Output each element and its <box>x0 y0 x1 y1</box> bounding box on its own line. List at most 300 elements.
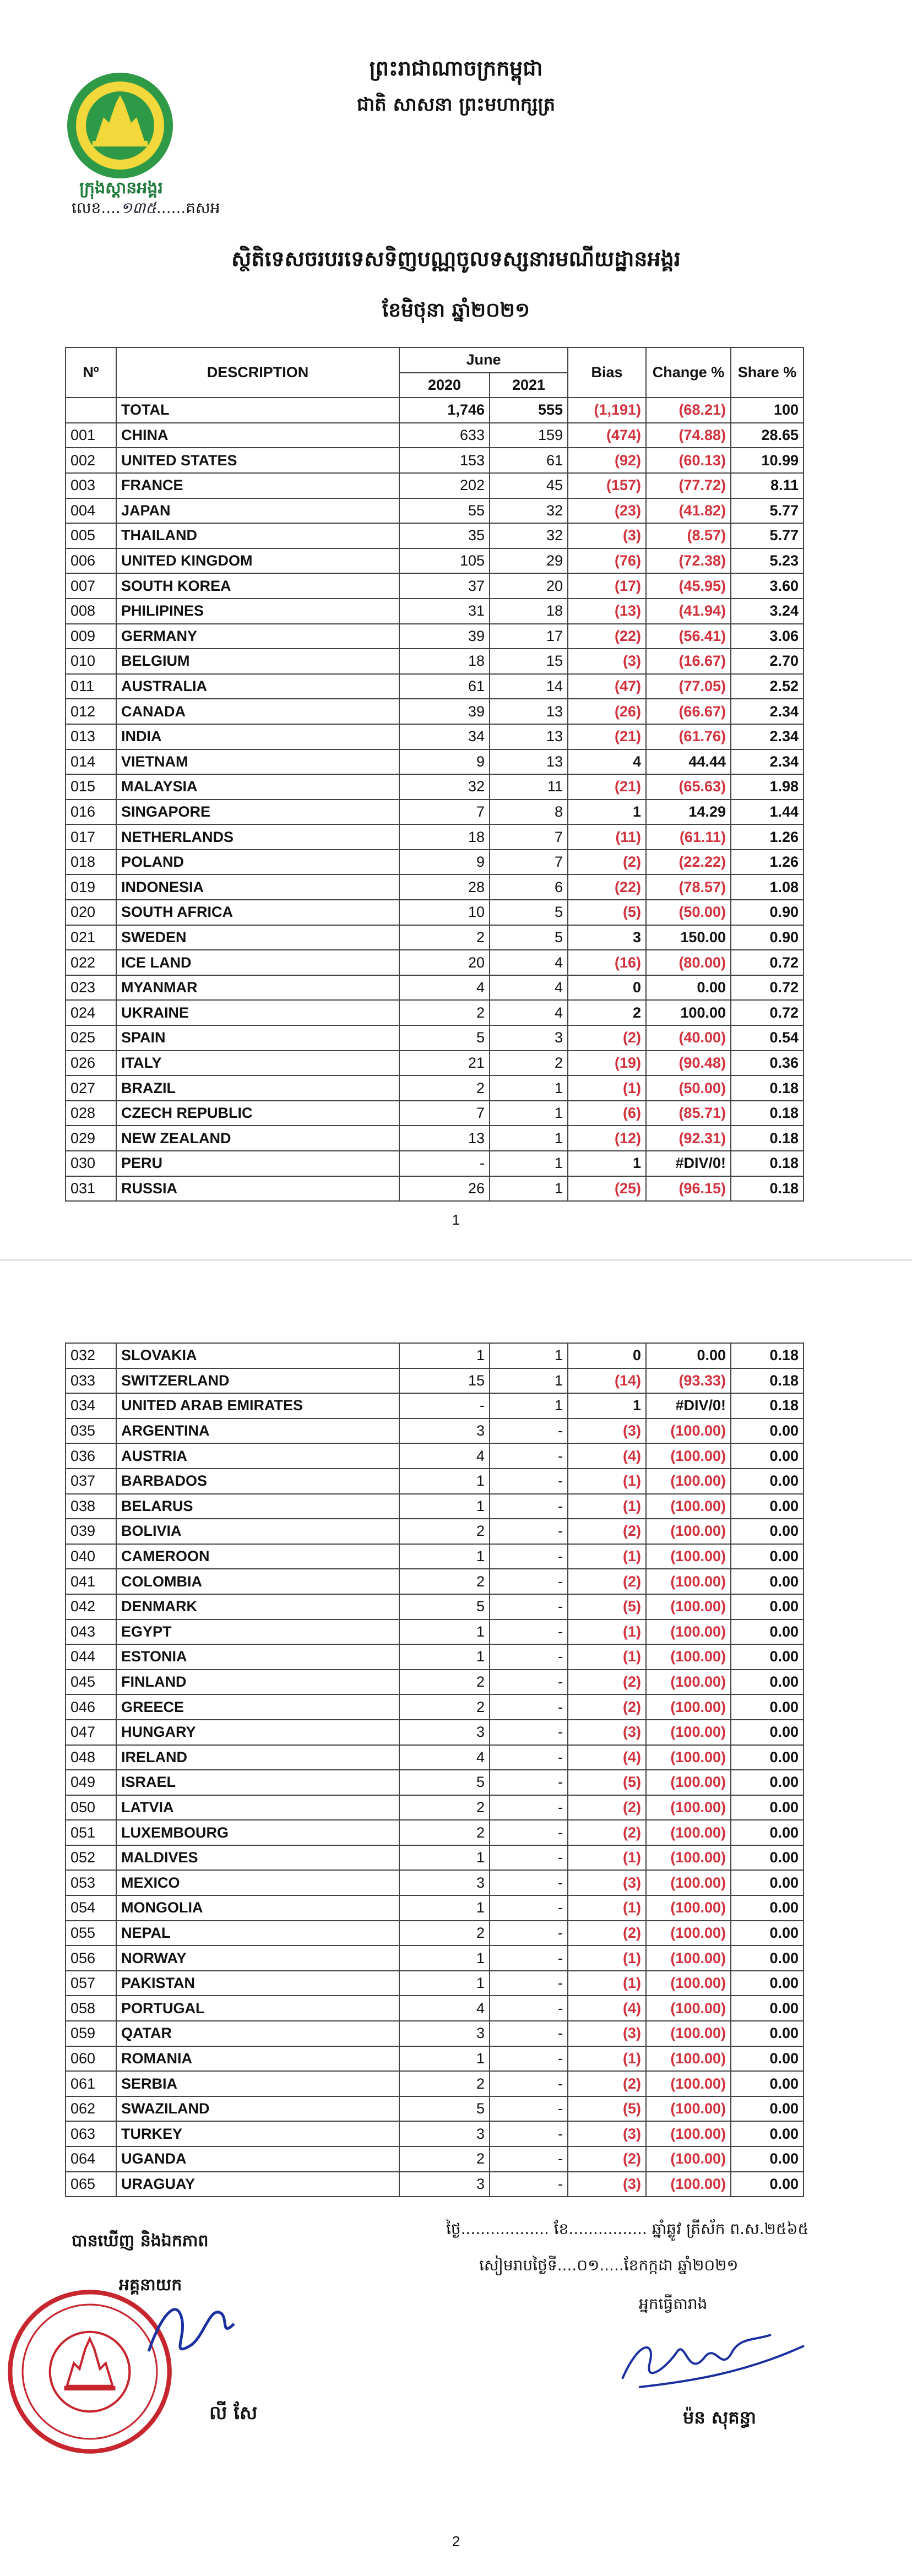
row-country: CANADA <box>116 699 399 724</box>
table-row <box>66 1569 804 1594</box>
row-share: 1.44 <box>731 800 804 825</box>
row-change: (100.00) <box>646 1644 731 1670</box>
row-2021: - <box>490 1996 568 2021</box>
row-2020: 10 <box>399 900 490 925</box>
row-bias: (1) <box>568 1845 646 1871</box>
row-country: NORWAY <box>116 1945 399 1971</box>
row-no: 047 <box>66 1720 116 1745</box>
row-bias: (2) <box>568 1670 646 1695</box>
row-2020: 2 <box>399 1075 490 1101</box>
row-2021: 4 <box>490 950 568 975</box>
row-country: AUSTRIA <box>116 1443 399 1469</box>
row-country: PORTUGAL <box>116 1996 399 2021</box>
table-row <box>66 2046 804 2072</box>
row-2020: 28 <box>399 874 490 900</box>
total-share: 100 <box>731 398 804 423</box>
row-no: 006 <box>66 548 116 574</box>
row-no: 035 <box>66 1419 116 1444</box>
row-bias: 1 <box>568 1393 646 1419</box>
table-row <box>66 1343 804 1368</box>
row-2020: 34 <box>399 724 490 749</box>
row-share: 0.00 <box>731 1594 804 1619</box>
row-2020: 1 <box>399 1971 490 1996</box>
row-no: 046 <box>66 1694 116 1720</box>
row-no: 061 <box>66 2071 116 2096</box>
row-2020: 2 <box>399 2071 490 2096</box>
author-name: ម៉ន សុគន្ធា <box>683 2407 757 2428</box>
total-2021: 555 <box>490 398 568 423</box>
row-2021: 32 <box>490 523 568 548</box>
row-bias: (21) <box>568 774 646 800</box>
row-bias: (3) <box>568 2121 646 2146</box>
director-signature <box>138 2285 248 2368</box>
row-country: CZECH REPUBLIC <box>116 1101 399 1126</box>
row-share: 0.90 <box>731 900 804 925</box>
row-country: AUSTRALIA <box>116 674 399 699</box>
row-country: COLOMBIA <box>116 1569 399 1594</box>
row-bias: (12) <box>568 1126 646 1151</box>
row-country: FINLAND <box>116 1670 399 1695</box>
row-country: GERMANY <box>116 624 399 649</box>
row-share: 2.34 <box>731 749 804 775</box>
row-2020: 7 <box>399 800 490 825</box>
row-2020: 3 <box>399 2172 490 2197</box>
row-country: ARGENTINA <box>116 1419 399 1444</box>
row-bias: 1 <box>568 1151 646 1176</box>
row-country: SWAZILAND <box>116 2096 399 2122</box>
row-no: 010 <box>66 649 116 674</box>
row-2021: 11 <box>490 774 568 800</box>
row-2021: 1 <box>490 1176 568 1202</box>
row-share: 0.00 <box>731 1544 804 1569</box>
row-share: 0.18 <box>731 1075 804 1101</box>
row-no: 027 <box>66 1075 116 1101</box>
row-no: 034 <box>66 1393 116 1419</box>
row-share: 0.72 <box>731 1000 804 1025</box>
row-bias: (2) <box>568 1569 646 1594</box>
ref-suffix: ......គសអ <box>156 199 220 217</box>
page-1 <box>0 0 912 1261</box>
row-no: 029 <box>66 1126 116 1151</box>
table-row <box>66 874 804 900</box>
row-no: 060 <box>66 2046 116 2072</box>
row-change: (72.38) <box>646 548 731 574</box>
row-no: 030 <box>66 1151 116 1176</box>
row-country: VIETNAM <box>116 749 399 775</box>
row-2021: 1 <box>490 1151 568 1176</box>
row-share: 0.00 <box>731 2146 804 2172</box>
row-change: (100.00) <box>646 1996 731 2021</box>
total-2020: 1,746 <box>399 398 490 423</box>
row-bias: (22) <box>568 624 646 649</box>
row-2020: 9 <box>399 749 490 775</box>
row-share: 0.90 <box>731 925 804 950</box>
row-share: 0.00 <box>731 2172 804 2197</box>
row-share: 2.34 <box>731 699 804 724</box>
row-share: 0.00 <box>731 2071 804 2096</box>
row-2021: - <box>490 1895 568 1921</box>
row-change: (100.00) <box>646 2046 731 2072</box>
row-country: INDONESIA <box>116 874 399 900</box>
row-bias: (1) <box>568 1945 646 1971</box>
row-change: (100.00) <box>646 1845 731 1871</box>
row-no: 045 <box>66 1670 116 1695</box>
row-country: UNITED STATES <box>116 448 399 473</box>
table-row <box>66 624 804 649</box>
row-2021: - <box>490 1569 568 1594</box>
row-share: 0.00 <box>731 1795 804 1820</box>
table-row <box>66 1770 804 1795</box>
row-share: 10.99 <box>731 448 804 473</box>
row-bias: (1) <box>568 2046 646 2072</box>
row-share: 2.34 <box>731 724 804 749</box>
row-2020: 1 <box>399 1644 490 1670</box>
row-share: 0.00 <box>731 1494 804 1519</box>
table-row <box>66 1494 804 1519</box>
row-bias: (3) <box>568 523 646 548</box>
row-country: TURKEY <box>116 2121 399 2146</box>
row-share: 0.00 <box>731 2121 804 2146</box>
row-country: MALDIVES <box>116 1845 399 1871</box>
table-row <box>66 1921 804 1946</box>
row-2020: 1 <box>399 1544 490 1569</box>
table-row <box>66 2096 804 2122</box>
row-2021: - <box>490 2146 568 2172</box>
row-country: IRELAND <box>116 1745 399 1770</box>
table-row <box>66 1870 804 1895</box>
row-country: ESTONIA <box>116 1644 399 1670</box>
row-no: 002 <box>66 448 116 473</box>
row-bias: (2) <box>568 1025 646 1051</box>
row-2020: 3 <box>399 1870 490 1895</box>
table-row <box>66 975 804 1001</box>
row-change: (74.88) <box>646 423 731 448</box>
row-country: DENMARK <box>116 1594 399 1619</box>
row-no: 048 <box>66 1745 116 1770</box>
table-row <box>66 774 804 800</box>
row-bias: (1) <box>568 1544 646 1569</box>
table-row <box>66 900 804 925</box>
row-country: SLOVAKIA <box>116 1343 399 1368</box>
row-bias: (2) <box>568 1820 646 1845</box>
row-country: BOLIVIA <box>116 1519 399 1544</box>
row-change: (100.00) <box>646 2021 731 2046</box>
total-label: TOTAL <box>116 398 399 423</box>
row-change: 150.00 <box>646 925 731 950</box>
row-bias: (2) <box>568 1921 646 1946</box>
table-row <box>66 1393 804 1419</box>
row-share: 0.00 <box>731 1770 804 1795</box>
row-country: MYANMAR <box>116 975 399 1001</box>
row-2021: - <box>490 1419 568 1444</box>
row-change: (100.00) <box>646 1519 731 1544</box>
row-no: 052 <box>66 1845 116 1871</box>
row-share: 0.00 <box>731 1519 804 1544</box>
row-2020: 5 <box>399 2096 490 2122</box>
row-bias: 1 <box>568 800 646 825</box>
row-2021: - <box>490 1945 568 1971</box>
row-country: THAILAND <box>116 523 399 548</box>
table-row <box>66 523 804 548</box>
row-change: (100.00) <box>646 2096 731 2122</box>
row-country: URAGUAY <box>116 2172 399 2197</box>
approval-heading: បានឃើញ និងឯកភាព <box>72 2231 209 2251</box>
table-row <box>66 674 804 699</box>
page-number-1: 1 <box>452 1211 460 1228</box>
row-bias: (17) <box>568 573 646 599</box>
row-change: (8.57) <box>646 523 731 548</box>
table-row <box>66 1694 804 1720</box>
row-share: 0.00 <box>731 1569 804 1594</box>
row-2021: - <box>490 1845 568 1871</box>
row-no: 058 <box>66 1996 116 2021</box>
row-change: 0.00 <box>646 975 731 1001</box>
table-row <box>66 1895 804 1921</box>
row-country: SPAIN <box>116 1025 399 1051</box>
row-2020: - <box>399 1393 490 1419</box>
row-share: 0.18 <box>731 1101 804 1126</box>
row-2020: 4 <box>399 1996 490 2021</box>
row-bias: (13) <box>568 599 646 624</box>
row-country: GREECE <box>116 1694 399 1720</box>
row-2021: - <box>490 2121 568 2146</box>
row-share: 0.00 <box>731 2021 804 2046</box>
row-2021: 14 <box>490 674 568 699</box>
row-change: (60.13) <box>646 448 731 473</box>
row-2021: 1 <box>490 1368 568 1394</box>
row-no: 005 <box>66 523 116 548</box>
table-row <box>66 749 804 775</box>
row-share: 1.98 <box>731 774 804 800</box>
table-row <box>66 2172 804 2197</box>
row-change: (100.00) <box>646 1720 731 1745</box>
row-2021: - <box>490 2172 568 2197</box>
row-2020: 18 <box>399 824 490 850</box>
row-country: ISRAEL <box>116 1770 399 1795</box>
row-share: 0.00 <box>731 1720 804 1745</box>
row-2020: 1 <box>399 1845 490 1871</box>
row-2021: 18 <box>490 599 568 624</box>
table-row <box>66 1419 804 1444</box>
row-no: 023 <box>66 975 116 1001</box>
row-country: CHINA <box>116 423 399 448</box>
kingdom-heading: ព្រះរាជាណាចក្រកម្ពុជា <box>369 56 543 80</box>
row-change: (77.05) <box>646 674 731 699</box>
table-row <box>66 2071 804 2096</box>
row-2021: 32 <box>490 498 568 524</box>
director-title: អគ្គនាយក <box>119 2275 182 2295</box>
row-bias: (92) <box>568 448 646 473</box>
row-change: (100.00) <box>646 1494 731 1519</box>
row-country: EGYPT <box>116 1619 399 1645</box>
row-bias: (26) <box>568 699 646 724</box>
row-change: (100.00) <box>646 1670 731 1695</box>
row-bias: (2) <box>568 1519 646 1544</box>
row-2021: - <box>490 1720 568 1745</box>
row-bias: 0 <box>568 1343 646 1368</box>
row-2020: 5 <box>399 1770 490 1795</box>
table-row <box>66 1051 804 1076</box>
row-2021: 5 <box>490 925 568 950</box>
table-row <box>66 800 804 825</box>
row-no: 064 <box>66 2146 116 2172</box>
row-2021: 13 <box>490 749 568 775</box>
row-share: 2.70 <box>731 649 804 674</box>
row-country: LUXEMBOURG <box>116 1820 399 1845</box>
col-header-change: Change % <box>646 347 731 398</box>
ref-prefix: លេខ.... <box>72 199 121 217</box>
row-change: (100.00) <box>646 1895 731 1921</box>
total-change: (68.21) <box>646 398 731 423</box>
table-row <box>66 1996 804 2021</box>
row-bias: (3) <box>568 2172 646 2197</box>
row-bias: (21) <box>568 724 646 749</box>
row-bias: (14) <box>568 1368 646 1394</box>
row-change: (100.00) <box>646 1469 731 1494</box>
row-change: (100.00) <box>646 2172 731 2197</box>
row-no: 051 <box>66 1820 116 1845</box>
row-share: 0.36 <box>731 1051 804 1076</box>
row-no: 043 <box>66 1619 116 1645</box>
table-row <box>66 1000 804 1025</box>
row-2020: 2 <box>399 1795 490 1820</box>
row-change: (100.00) <box>646 1419 731 1444</box>
row-bias: 2 <box>568 1000 646 1025</box>
row-2021: 61 <box>490 448 568 473</box>
row-country: UNITED ARAB EMIRATES <box>116 1393 399 1419</box>
table-row <box>66 1176 804 1202</box>
row-bias: (1) <box>568 1895 646 1921</box>
table-row <box>66 1126 804 1151</box>
row-no: 040 <box>66 1544 116 1569</box>
row-share: 0.00 <box>731 1745 804 1770</box>
director-name: លី សែ <box>209 2402 258 2424</box>
row-bias: (11) <box>568 824 646 850</box>
solar-date-line: សៀមរាបថ្ងៃទី....០១.....ខែកក្កដា ឆ្នាំ២០២១ <box>479 2256 739 2274</box>
row-2020: 1 <box>399 1343 490 1368</box>
row-no: 053 <box>66 1870 116 1895</box>
row-2020: 3 <box>399 1419 490 1444</box>
row-2021: 1 <box>490 1075 568 1101</box>
row-2020: 633 <box>399 423 490 448</box>
row-change: (100.00) <box>646 2146 731 2172</box>
row-change: (100.00) <box>646 2121 731 2146</box>
table-row <box>66 1845 804 1871</box>
row-share: 0.00 <box>731 1845 804 1871</box>
row-country: NEPAL <box>116 1921 399 1946</box>
document-subtitle: ខែមិថុនា ឆ្នាំ២០២១ <box>382 298 530 322</box>
row-2020: 5 <box>399 1594 490 1619</box>
row-2021: - <box>490 1670 568 1695</box>
row-no: 021 <box>66 925 116 950</box>
lunar-date-line: ថ្ងៃ.................. ខែ................ ឆ្នាំឆ្លូវ ត្រីស័ក ព.ស.២៥៦៥ <box>446 2220 809 2238</box>
row-no: 012 <box>66 699 116 724</box>
table-row <box>66 2121 804 2146</box>
row-2020: 9 <box>399 850 490 875</box>
row-country: PERU <box>116 1151 399 1176</box>
row-2020: 26 <box>399 1176 490 1202</box>
row-share: 5.77 <box>731 523 804 548</box>
row-2020: 18 <box>399 649 490 674</box>
row-country: CAMEROON <box>116 1544 399 1569</box>
row-2020: 4 <box>399 1745 490 1770</box>
row-country: SWITZERLAND <box>116 1368 399 1394</box>
row-no: 022 <box>66 950 116 975</box>
table-row <box>66 1795 804 1820</box>
row-share: 0.00 <box>731 1469 804 1494</box>
total-row <box>66 398 804 423</box>
statistics-table-page2 <box>65 1343 804 2197</box>
row-bias: (4) <box>568 1996 646 2021</box>
row-2020: 2 <box>399 1569 490 1594</box>
row-bias: (1) <box>568 1075 646 1101</box>
row-2020: 39 <box>399 624 490 649</box>
col-header-share: Share % <box>731 347 804 398</box>
row-share: 0.00 <box>731 1996 804 2021</box>
row-share: 0.00 <box>731 1820 804 1845</box>
row-share: 0.54 <box>731 1025 804 1051</box>
table-row <box>66 950 804 975</box>
row-change: (50.00) <box>646 900 731 925</box>
row-change: (100.00) <box>646 1945 731 1971</box>
row-2021: 4 <box>490 1000 568 1025</box>
row-country: MONGOLIA <box>116 1895 399 1921</box>
row-bias: (474) <box>568 423 646 448</box>
row-2021: 1 <box>490 1393 568 1419</box>
table-row <box>66 1945 804 1971</box>
row-2021: - <box>490 1971 568 1996</box>
row-bias: (6) <box>568 1101 646 1126</box>
row-change: (96.15) <box>646 1176 731 1202</box>
author-signature <box>606 2318 815 2401</box>
row-country: BARBADOS <box>116 1469 399 1494</box>
row-no: 055 <box>66 1921 116 1946</box>
row-change: (100.00) <box>646 1569 731 1594</box>
row-bias: (23) <box>568 498 646 524</box>
row-no: 036 <box>66 1443 116 1469</box>
row-country: JAPAN <box>116 498 399 524</box>
table-row <box>66 1644 804 1670</box>
row-bias: (1) <box>568 1619 646 1645</box>
row-change: (100.00) <box>646 1594 731 1619</box>
row-2020: 153 <box>399 448 490 473</box>
col-header-description: DESCRIPTION <box>116 347 399 398</box>
row-bias: (1) <box>568 1971 646 1996</box>
document-title: ស្ថិតិទេសចរបរទេសទិញបណ្ណចូលទស្សនារមណីយដ្ឋានអង្គរ <box>231 246 681 271</box>
table-row <box>66 448 804 473</box>
row-2021: - <box>490 1694 568 1720</box>
row-no: 037 <box>66 1469 116 1494</box>
row-country: HUNGARY <box>116 1720 399 1745</box>
row-2021: 2 <box>490 1051 568 1076</box>
row-change: (92.31) <box>646 1126 731 1151</box>
row-share: 0.00 <box>731 1419 804 1444</box>
row-country: SOUTH AFRICA <box>116 900 399 925</box>
row-country: ICE LAND <box>116 950 399 975</box>
row-2020: 1 <box>399 1619 490 1645</box>
row-2020: 105 <box>399 548 490 574</box>
row-2020: 3 <box>399 2021 490 2046</box>
row-2020: 5 <box>399 1025 490 1051</box>
row-no: 016 <box>66 800 116 825</box>
row-country: MEXICO <box>116 1870 399 1895</box>
row-no: 014 <box>66 749 116 775</box>
row-change: (100.00) <box>646 1694 731 1720</box>
row-country: SWEDEN <box>116 925 399 950</box>
row-no: 032 <box>66 1343 116 1368</box>
row-2020: 31 <box>399 599 490 624</box>
row-share: 2.52 <box>731 674 804 699</box>
